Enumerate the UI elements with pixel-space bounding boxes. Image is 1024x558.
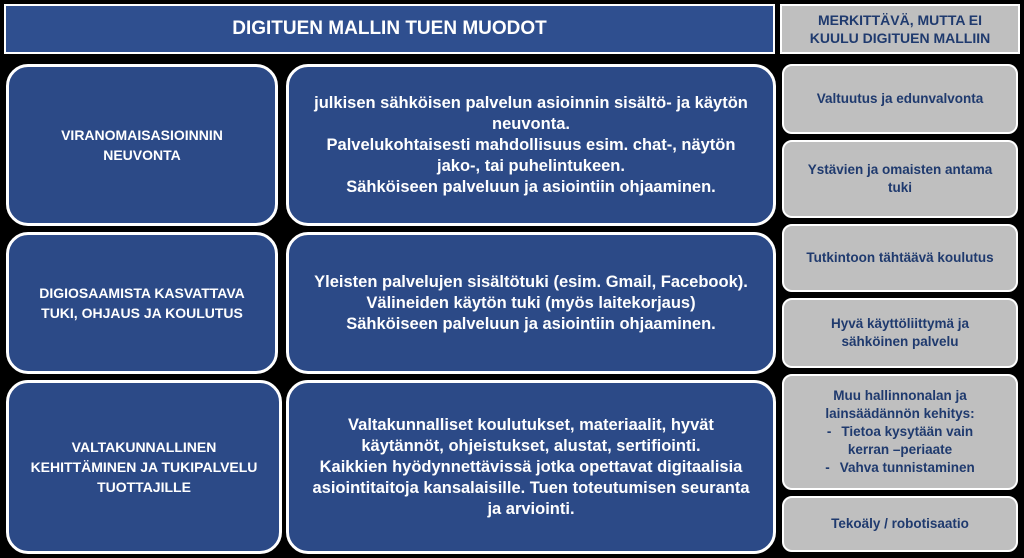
description-box-valtakunnallinen: [286, 380, 776, 554]
description-line: Yleisten palvelujen sisältötuki (esim. Gmail, Facebook).: [314, 272, 748, 291]
description-line: Valtakunnalliset koulutukset, materiaalit, hyvät: [348, 415, 714, 434]
side-item-line: lainsäädännön kehitys:: [825, 406, 975, 421]
side-item-hallinnonala: [782, 374, 1018, 490]
category-line: TUKI, OHJAUS JA KOULUTUS: [41, 305, 243, 321]
description-line: neuvonta.: [492, 114, 570, 133]
side-item-bullet-list: [825, 423, 975, 477]
side-item-bullet: [825, 423, 975, 441]
side-header: [780, 4, 1020, 54]
side-item-kayttoliittyma: [782, 298, 1018, 368]
side-item-line: Muu hallinnonalan ja: [833, 388, 967, 403]
category-box-viranomaisasiointi: [6, 64, 278, 226]
category-line: VIRANOMAISASIOINNIN: [61, 127, 223, 143]
bullet-dash: -: [826, 424, 832, 439]
side-item-bullet-continuation: [825, 441, 975, 459]
description-line: julkisen sähköisen palvelun asioinnin sisältö- ja käytön: [314, 93, 748, 112]
side-item-valtuutus: [782, 64, 1018, 134]
description-line: Välineiden käytön tuki (myös laitekorjaus): [366, 293, 696, 312]
bullet-dash: -: [825, 460, 830, 475]
side-item-line: Valtuutus ja edunvalvonta: [816, 91, 984, 106]
side-item-tutkinto: [782, 224, 1018, 292]
category-box-digiosaaminen: [6, 232, 278, 374]
category-line: NEUVONTA: [103, 147, 181, 163]
description-line: Sähköiseen palveluun ja asiointiin ohjaaminen.: [346, 314, 716, 333]
description-line: Palvelukohtaisesti mahdollisuus esim. chat-, näytön: [326, 135, 736, 154]
side-item-line: Tutkintoon tähtäävä koulutus: [806, 250, 994, 265]
side-item-line: Ystävien ja omaisten antama: [807, 162, 993, 177]
category-box-valtakunnallinen: [6, 380, 282, 554]
description-line: Kaikkien hyödynnettävissä jotka opettavat digitaalisia: [319, 457, 743, 476]
bullet-text: Tietoa kysytään vain: [841, 424, 974, 439]
side-item-line: Tekoäly / robotisaatio: [831, 516, 969, 531]
category-line: KEHITTÄMINEN JA TUKIPALVELU: [30, 459, 258, 475]
category-line: VALTAKUNNALLINEN: [71, 439, 217, 455]
side-item-line: sähköinen palvelu: [841, 334, 959, 349]
bullet-text: Vahva tunnistaminen: [839, 460, 975, 475]
description-line: käytännöt, ohjeistukset, alustat, sertifiointi.: [361, 436, 701, 455]
side-item-line: Hyvä käyttöliittymä ja: [830, 316, 970, 331]
description-line: ja arviointi.: [487, 499, 575, 518]
category-line: TUOTTAJILLE: [97, 479, 191, 495]
category-line: DIGIOSAAMISTA KASVATTAVA: [39, 285, 245, 301]
description-line: jako-, tai puhelintukeen.: [437, 156, 625, 175]
side-item-tekoaly: [782, 496, 1018, 552]
side-item-ystavat: [782, 140, 1018, 218]
description-line: Sähköiseen palveluun ja asiointiin ohjaaminen.: [346, 177, 716, 196]
side-item-bullet: [825, 459, 975, 477]
side-header-line: MERKITTÄVÄ, MUTTA EI: [817, 12, 983, 28]
bullet-text: kerran –periaate: [847, 442, 953, 457]
description-box-viranomaisasiointi: [286, 64, 776, 226]
main-header-text: DIGITUEN MALLIN TUEN MUODOT: [232, 18, 547, 39]
description-box-digiosaaminen: [286, 232, 776, 374]
description-line: asiointitaitoja kansalaisille. Tuen toteutumisen seuranta: [312, 478, 750, 497]
side-header-line: KUULU DIGITUEN MALLIIN: [809, 30, 991, 46]
main-header: [4, 4, 775, 54]
side-item-line: tuki: [887, 180, 912, 195]
